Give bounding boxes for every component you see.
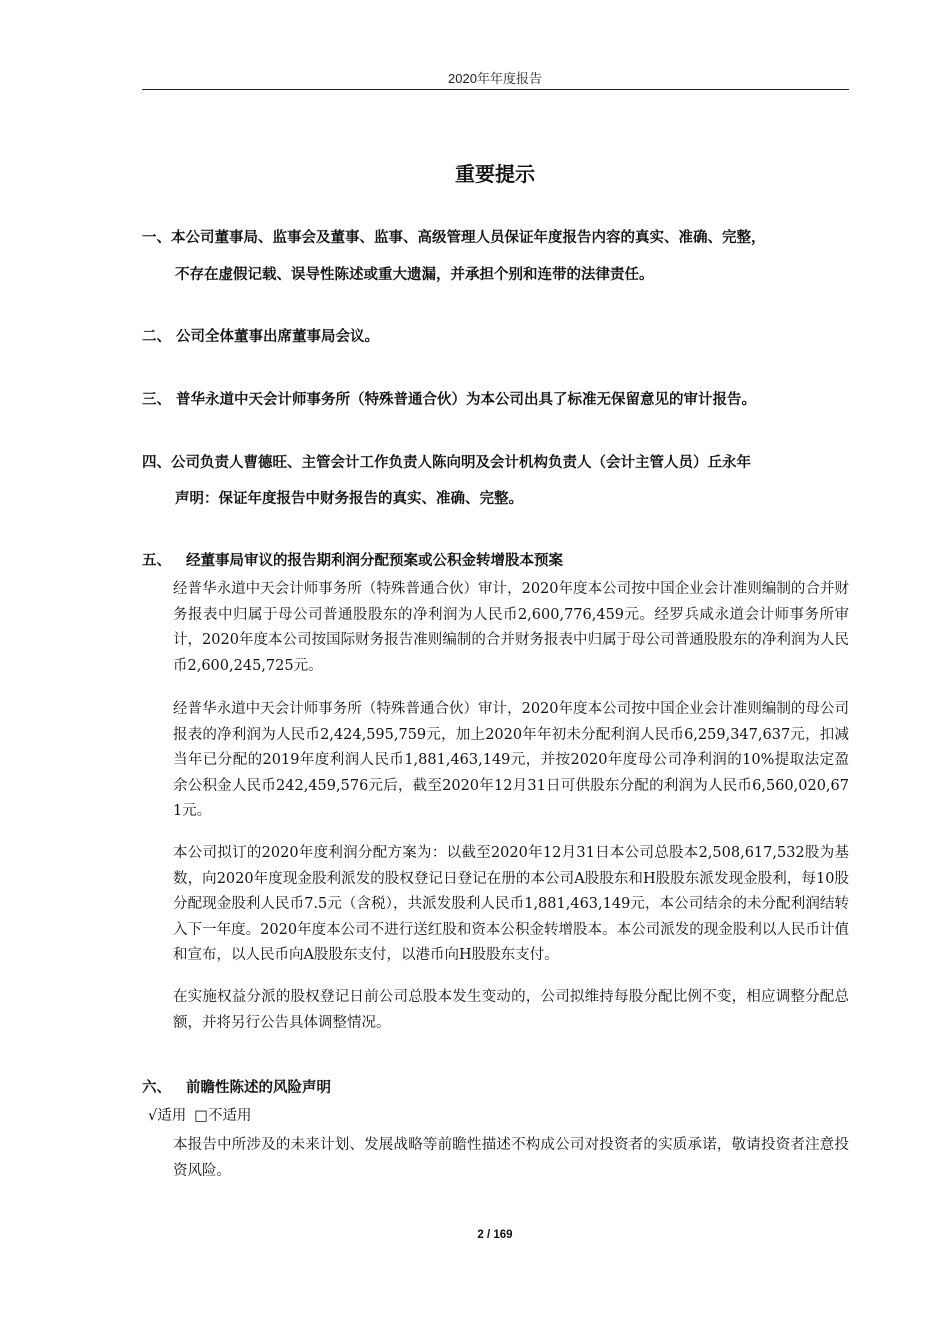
notice-item-four-line2: 声明：保证年度报告中财务报告的真实、准确、完整。 [175, 491, 523, 507]
paragraph-text: 经普华永道中天会计师事务所（特殊普通合伙）审计，2020年度本公司按中国企业会计准则编制的合并财务报表中归属于母公司普通股股东的净利润为人民币2,600,776,459元。经罗兵咸永道会计师事务所审计，2020年度本公司按国际财务报告准则编制的合并财务报表中归属于母公司普通股股东的净利润为人民币2,600,245,725元。 [173, 581, 849, 674]
section-five-paragraph-1 [142, 577, 849, 679]
applicable-checked: √适用 [148, 1108, 187, 1124]
paragraph-text: 本公司拟订的2020年度利润分配方案为：以截至2020年12月31日本公司总股本2,508,617,532股为基数，向2020年度现金股利派发的股权登记日登记在册的本公司A股股东和H股股东派发现金股利，每10股分配现金股利人民币7.5元（含税），共派发股利人民币1,881,463,149元，本公司结余的未分配利润结转入下一年度。2020年度本公司不进行送红股和资本公积金转增股本。本公司派发的现金股利以人民币计值和宣布，以人民币向A股股东支付，以港币向H股股东支付。 [173, 845, 849, 964]
notice-item-four-line1: 四、公司负责人曹德旺、主管会计工作负责人陈向明及会计机构负责人（会计主管人员）丘永年 [142, 455, 751, 471]
section-six-number: 六、 [142, 1080, 171, 1096]
page-number: 2 / 169 [477, 1229, 513, 1241]
section-five-heading [142, 549, 563, 570]
page-header: 2020年年度报告 [448, 71, 542, 86]
section-five-title: 经董事局审议的报告期利润分配预案或公积金转增股本预案 [186, 553, 563, 569]
paragraph-text: 经普华永道中天会计师事务所（特殊普通合伙）审计，2020年度本公司按中国企业会计准则编制的母公司报表的净利润为人民币2,424,595,759元，加上2020年年初未分配利润人民币6,259,347,637元，扣减当年已分配的2019年度利润人民币1,881,463,149元，并按2020年度母公司净利润的10%提取法定盈余公积金人民币242,459,576元后，截至2020年12月31日可供股东分配的利润为人民币6,560,020,671元。 [173, 701, 849, 820]
section-five-paragraph-4 [142, 985, 849, 1036]
section-six-heading [142, 1076, 331, 1097]
section-six-paragraph-1 [142, 1133, 849, 1184]
notice-item-one-line1: 一、本公司董事局、监事会及董事、监事、高级管理人员保证年度报告内容的真实、准确、完整， [142, 230, 766, 246]
notice-item-two: 二、 公司全体董事出席董事局会议。 [142, 329, 380, 345]
notice-item-one-line2: 不存在虚假记载、误导性陈述或重大遗漏，并承担个别和连带的法律责任。 [175, 267, 654, 283]
section-five-paragraph-3 [142, 841, 849, 969]
not-applicable-unchecked: □不适用 [194, 1108, 252, 1124]
applicability-options [148, 1104, 259, 1125]
paragraph-text: 本报告中所涉及的未来计划、发展战略等前瞻性描述不构成公司对投资者的实质承诺，敬请投资者注意投资风险。 [173, 1137, 849, 1179]
section-five-paragraph-2 [142, 697, 849, 825]
notice-item-three: 三、 普华永道中天会计师事务所（特殊普通合伙）为本公司出具了标准无保留意见的审计报告。 [142, 392, 757, 408]
section-five-number: 五、 [142, 553, 171, 569]
paragraph-text: 在实施权益分派的股权登记日前公司总股本发生变动的，公司拟维持每股分配比例不变，相应调整分配总额，并将另行公告具体调整情况。 [173, 989, 849, 1031]
section-six-title: 前瞻性陈述的风险声明 [186, 1080, 331, 1096]
page-title: 重要提示 [455, 162, 535, 186]
header-rule [142, 89, 849, 90]
